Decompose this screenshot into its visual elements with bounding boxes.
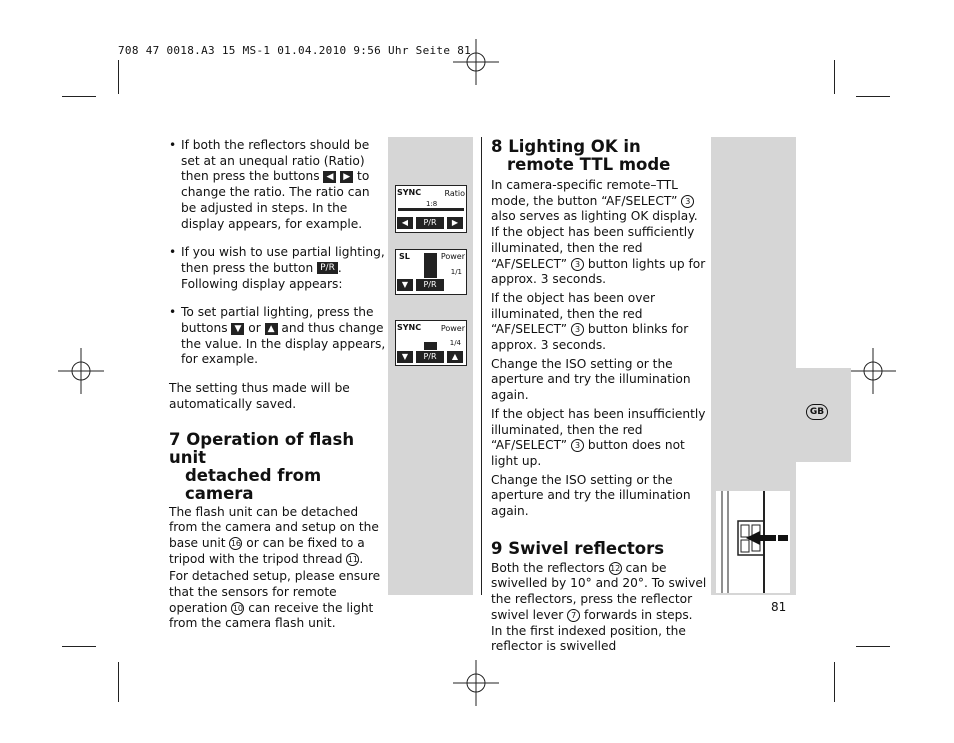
text: or can be fixed to a tripod with the tripod thread <box>169 535 365 566</box>
text: . Following display appears: <box>181 260 343 291</box>
left-column <box>169 138 387 632</box>
text: The flash unit can be detached from the camera and setup on the base unit <box>169 504 379 550</box>
saved-note: The setting thus made will be automatically saved. <box>169 381 350 411</box>
down-arrow-icon: ▼ <box>397 279 413 291</box>
power-bar <box>424 342 437 350</box>
ref-number: 12 <box>610 563 621 573</box>
text: If you wish to use partial lighting, then press the button <box>181 245 385 275</box>
heading-line: 8 Lighting OK in <box>491 137 641 156</box>
heading-line: detached from camera <box>185 465 322 503</box>
display-scale <box>398 208 464 211</box>
down-arrow-icon: ▼ <box>397 351 413 363</box>
down-arrow-button-icon: ▼ <box>231 323 244 335</box>
text: To set partial lighting, press the buttons <box>181 305 374 336</box>
heading-line: 7 Operation of flash unit <box>169 429 355 467</box>
ref-number: 3 <box>571 258 584 271</box>
text: to change the ratio. The ratio can be adjusted in steps. In the display appears, for example. <box>181 169 370 231</box>
ref-number: 3 <box>571 323 584 336</box>
heading-7 <box>169 431 387 503</box>
bullet-partial <box>169 245 387 292</box>
left-arrow-icon: ◀ <box>397 217 413 229</box>
registration-target-icon <box>58 348 104 394</box>
bullet-ratio <box>169 138 387 232</box>
display-mode: SYNC <box>397 188 422 197</box>
crop-mark <box>856 646 890 647</box>
pr-button-icon: P/R <box>317 262 338 274</box>
bullet-value <box>169 305 387 368</box>
right-column <box>491 138 707 655</box>
language-badge: GB <box>806 404 828 420</box>
text: button lights up for approx. 3 seconds. <box>491 256 706 287</box>
crop-mark <box>118 662 119 702</box>
text: also serves as lighting OK display. If the object has been sufficiently illuminated, then the red “AF/SELECT” <box>491 209 698 271</box>
display-value: 1/4 <box>449 339 461 347</box>
display-mode: SL <box>399 252 410 261</box>
para-7a: The flash unit can be detached from the camera and setup on the base unit 16 or can be fixed to a tripod with the tripod thread 11. <box>169 504 379 566</box>
text: forwards in steps. In the first indexed position, the reflector is swivelled <box>491 607 693 654</box>
heading-9: 9 Swivel reflectors <box>491 538 665 558</box>
text: can receive the light from the camera flash unit. <box>169 600 374 631</box>
pr-label: P/R <box>416 217 444 229</box>
para-8e: Change the ISO setting or the aperture and try the illumination again. <box>491 472 691 519</box>
para-8d <box>491 407 707 470</box>
ref-number: 11 <box>347 554 358 564</box>
crop-mark <box>834 60 835 94</box>
display-ratio <box>395 185 467 233</box>
ref-number: 10 <box>232 603 243 613</box>
text: or <box>248 321 261 336</box>
para-8a <box>491 178 707 288</box>
registration-target-icon <box>453 660 499 706</box>
ref-number: 16 <box>230 538 242 548</box>
text: button blinks for approx. 3 seconds. <box>491 322 689 353</box>
text: For detached setup, please ensure that the sensors for remote operation <box>169 569 381 615</box>
reflector-swivel-illustration <box>716 491 790 593</box>
ref-number: 3 <box>571 439 584 452</box>
display-partial <box>395 249 467 295</box>
para-9 <box>491 561 707 655</box>
display-value: 1/1 <box>450 268 462 276</box>
registration-target-icon <box>453 39 499 85</box>
text: and thus change the value. In the display appears, for example. <box>181 321 386 367</box>
text: can be swivelled by 10° and 20°. To swivel the reflectors, press the reflector swivel lever <box>491 560 707 622</box>
text: If the object has been insufficiently illuminated, then the red “AF/SELECT” <box>491 406 706 453</box>
power-bar <box>424 253 437 278</box>
up-arrow-button-icon: ▲ <box>265 323 278 335</box>
display-label: Ratio <box>444 189 465 198</box>
left-arrow-button-icon: ◀ <box>323 171 336 183</box>
para-8c: Change the ISO setting or the aperture and try the illumination again. <box>491 356 691 403</box>
crop-mark <box>62 96 96 97</box>
print-header: 708 47 0018.A3 15 MS-1 01.04.2010 9:56 Uhr Seite 81 <box>118 44 472 57</box>
para-8b <box>491 291 707 354</box>
column-divider <box>481 137 482 595</box>
display-power <box>395 320 467 366</box>
text: Both the reflectors <box>491 560 605 575</box>
crop-mark <box>856 96 890 97</box>
crop-mark <box>62 646 96 647</box>
pr-label: P/R <box>416 279 444 291</box>
registration-target-icon <box>850 348 896 394</box>
heading-8 <box>491 138 707 174</box>
up-arrow-icon: ▲ <box>447 351 463 363</box>
display-label: Power <box>440 324 465 333</box>
display-value: 1:8 <box>426 200 438 208</box>
ref-number: 7 <box>567 609 580 622</box>
text: button does not light up. <box>491 438 685 468</box>
para-7b <box>169 569 387 632</box>
text: If both the reflectors should be set at an unequal ratio (Ratio) then press the buttons <box>181 138 370 184</box>
display-label: Power <box>440 252 465 261</box>
ref-number: 3 <box>681 195 694 208</box>
right-arrow-button-icon: ▶ <box>340 171 353 183</box>
pr-label: P/R <box>416 351 444 363</box>
text: If the object has been over illuminated, then the red “AF/SELECT” <box>491 290 655 337</box>
heading-line: remote TTL mode <box>507 155 671 174</box>
display-mode: SYNC <box>397 323 422 332</box>
right-arrow-icon: ▶ <box>447 217 463 229</box>
crop-mark <box>118 60 119 94</box>
page-number: 81 <box>771 600 787 614</box>
crop-mark <box>834 662 835 702</box>
text: In camera-specific remote–TTL mode, the button “AF/SELECT” <box>491 178 678 208</box>
